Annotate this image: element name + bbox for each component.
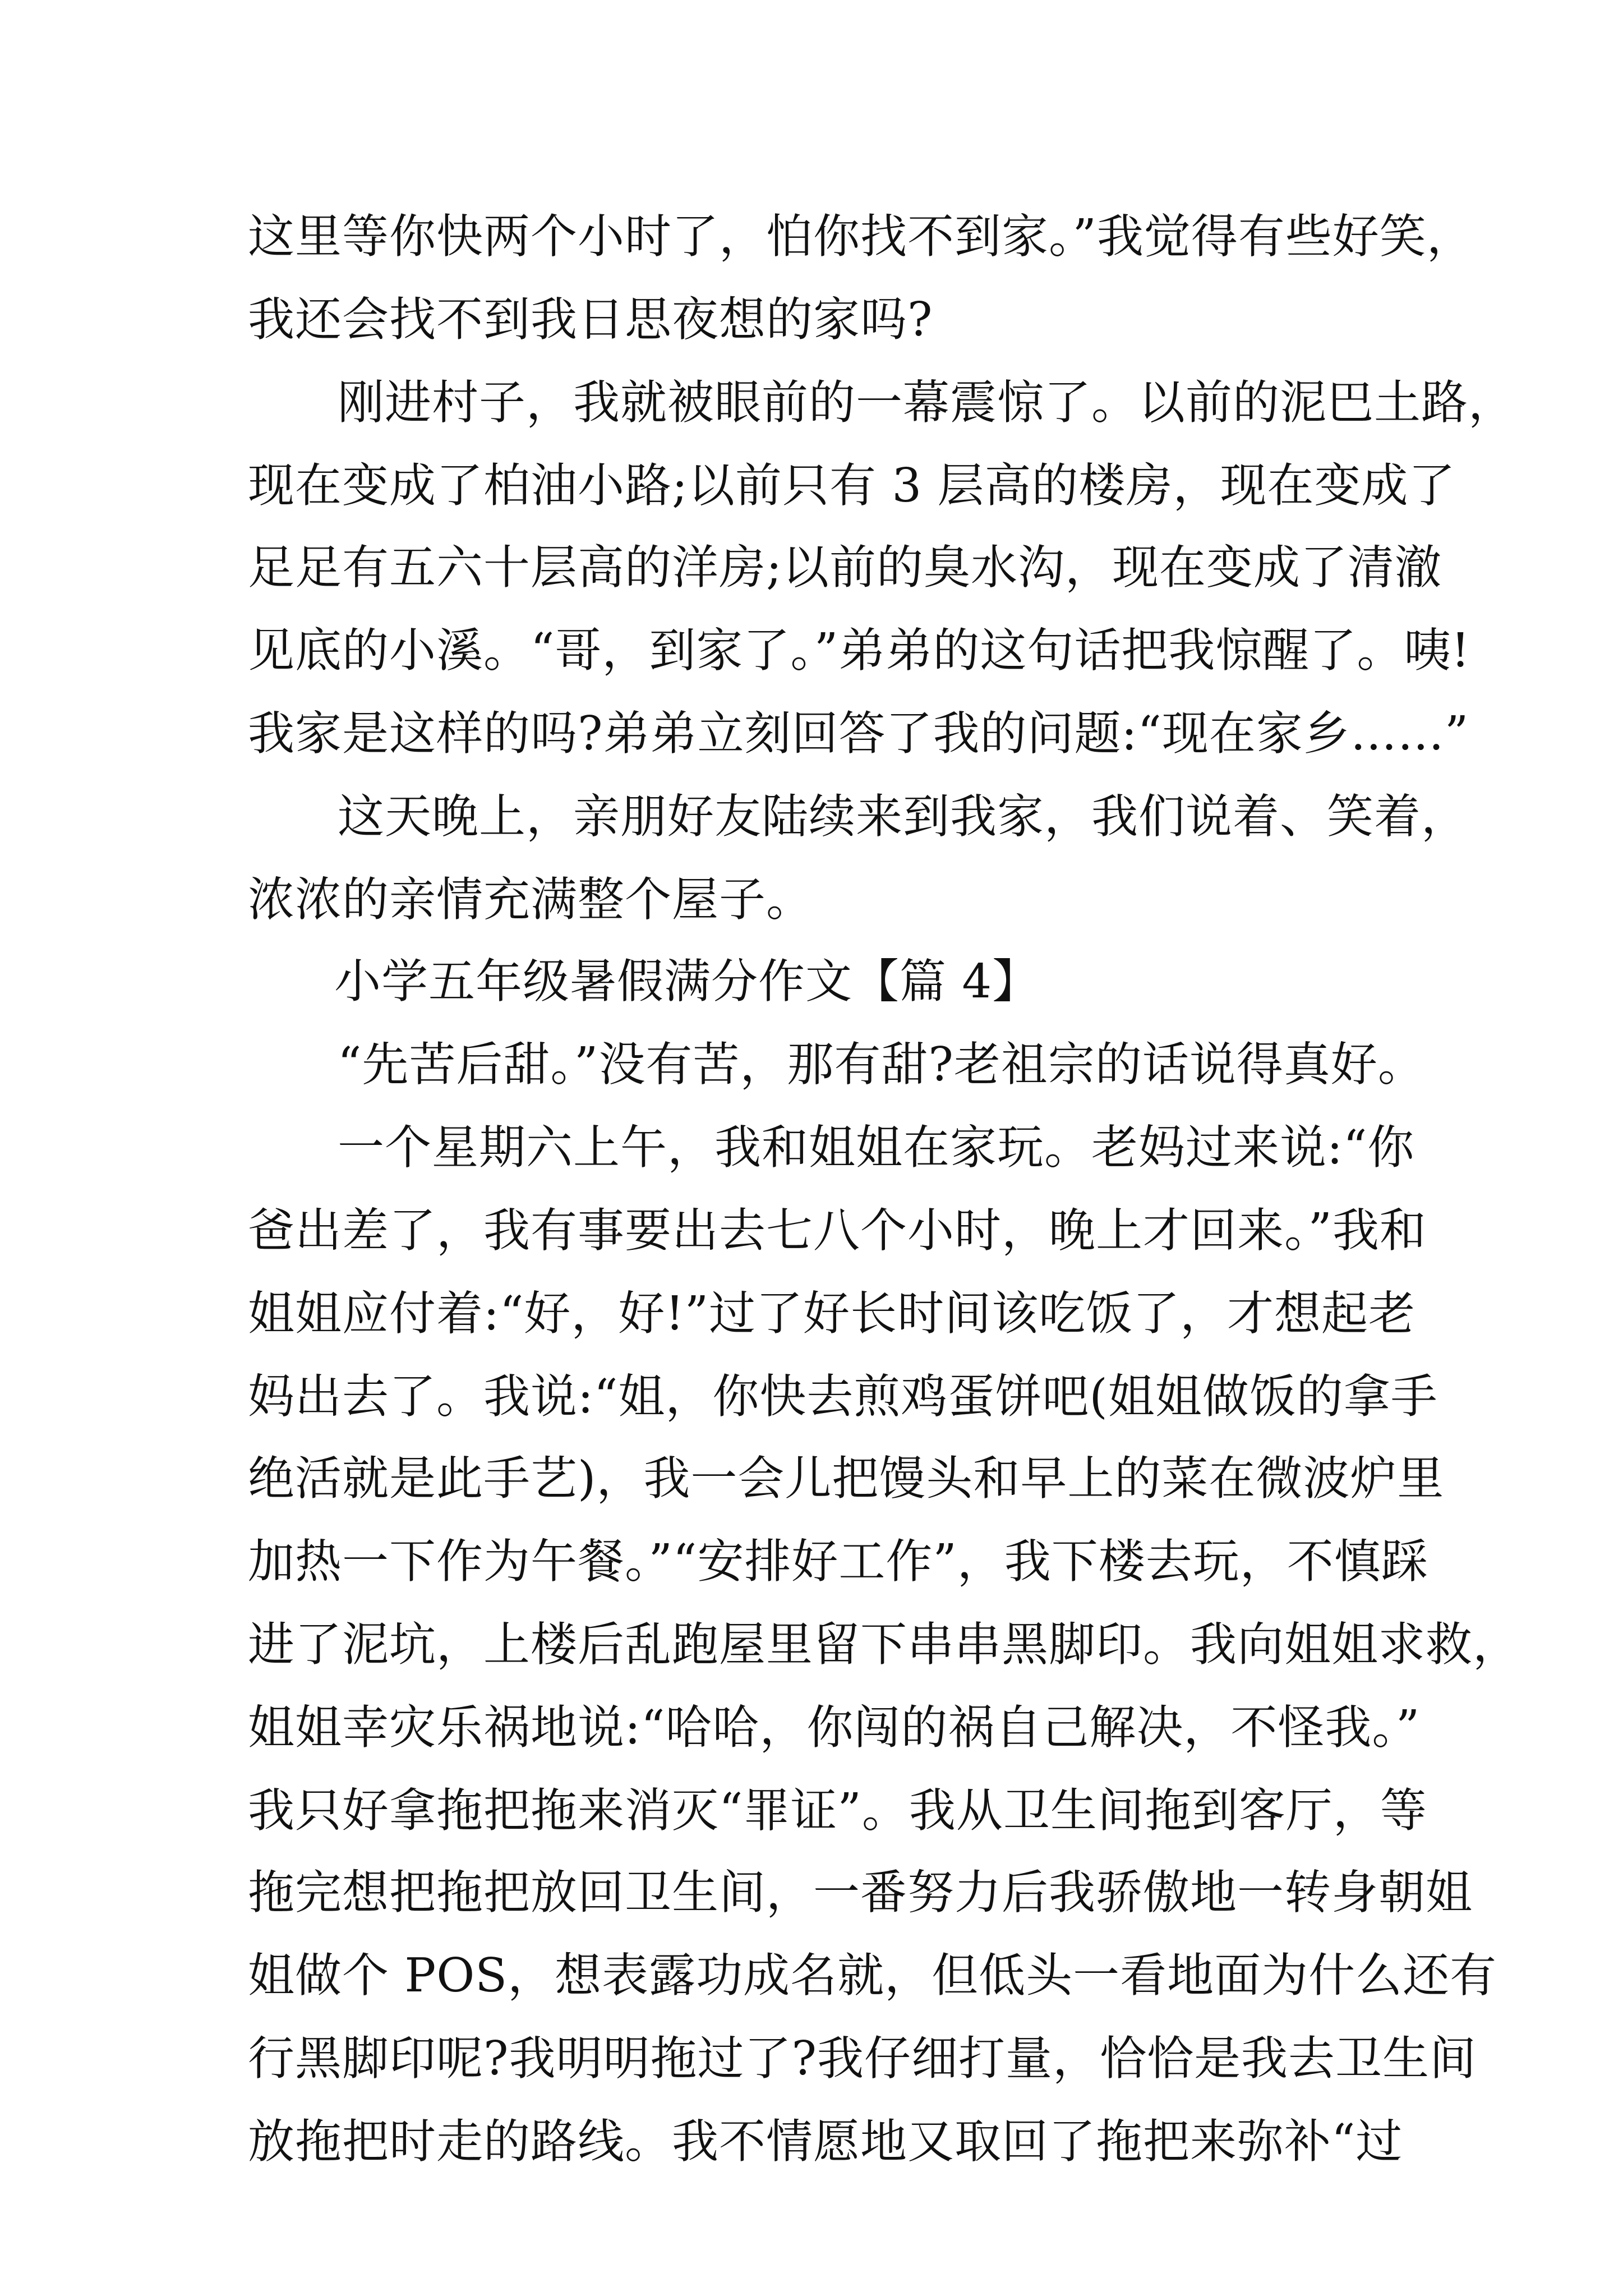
text-line: 进了泥坑，上楼后乱跑屋里留下串串黑脚印。我向姐姐求救， <box>248 1617 1520 1672</box>
text-line: 加热一下作为午餐。”“安排好工作”，我下楼去玩，不慎踩 <box>248 1534 1428 1589</box>
text-line: 足足有五六十层高的洋房;以前的臭水沟，现在变成了清澈 <box>248 540 1442 595</box>
text-line: 行黑脚印呢?我明明拖过了?我仔细打量，恰恰是我去卫生间 <box>248 2031 1477 2086</box>
text-line: 绝活就是此手艺)，我一会儿把馒头和早上的菜在微波炉里 <box>248 1451 1445 1506</box>
text-line: 现在变成了柏油小路;以前只有 3 层高的楼房，现在变成了 <box>248 458 1456 513</box>
text-line: 浓浓的亲情充满整个屋子。 <box>248 872 813 927</box>
text-line: 这里等你快两个小时了，怕你找不到家。”我觉得有些好笑， <box>248 209 1474 264</box>
text-line: 我还会找不到我日思夜想的家吗? <box>248 292 933 347</box>
text-line: 姐姐幸灾乐祸地说:“哈哈，你闯的祸自己解决，不怪我。” <box>248 1700 1421 1755</box>
text-line: “先苦后甜。”没有苦，那有甜?老祖宗的话说得真好。 <box>338 1037 1425 1092</box>
text-line: 我只好拿拖把拖来消灭“罪证”。我从卫生间拖到客厅，等 <box>248 1783 1427 1838</box>
text-line: 这天晚上，亲朋好友陆续来到我家，我们说着、笑着， <box>338 789 1468 844</box>
text-line: 姐姐应付着:“好，好!”过了好长时间该吃饭了，才想起老 <box>248 1286 1416 1341</box>
text-line: 我家是这样的吗?弟弟立刻回答了我的问题:“现在家乡……” <box>248 706 1469 761</box>
text-line: 刚进村子，我就被眼前的一幕震惊了。以前的泥巴土路， <box>338 375 1515 430</box>
text-line: 拖完想把拖把放回卫生间，一番努力后我骄傲地一转身朝姐 <box>248 1865 1473 1920</box>
section-heading: 小学五年级暑假满分作文【篇 4】 <box>334 954 1040 1009</box>
text-line: 见底的小溪。“哥，到家了。”弟弟的这句话把我惊醒了。咦! <box>248 623 1470 678</box>
text-line: 妈出去了。我说:“姐，你快去煎鸡蛋饼吧(姐姐做饭的拿手 <box>248 1369 1438 1424</box>
text-line: 爸出差了，我有事要出去七八个小时，晚上才回来。”我和 <box>248 1203 1427 1258</box>
text-line: 一个星期六上午，我和姐姐在家玩。老妈过来说:“你 <box>338 1120 1415 1175</box>
text-line: 姐做个 POS，想表露功成名就，但低头一看地面为什么还有 <box>248 1948 1497 2003</box>
text-line: 放拖把时走的路线。我不情愿地又取回了拖把来弥补“过 <box>248 2114 1403 2169</box>
